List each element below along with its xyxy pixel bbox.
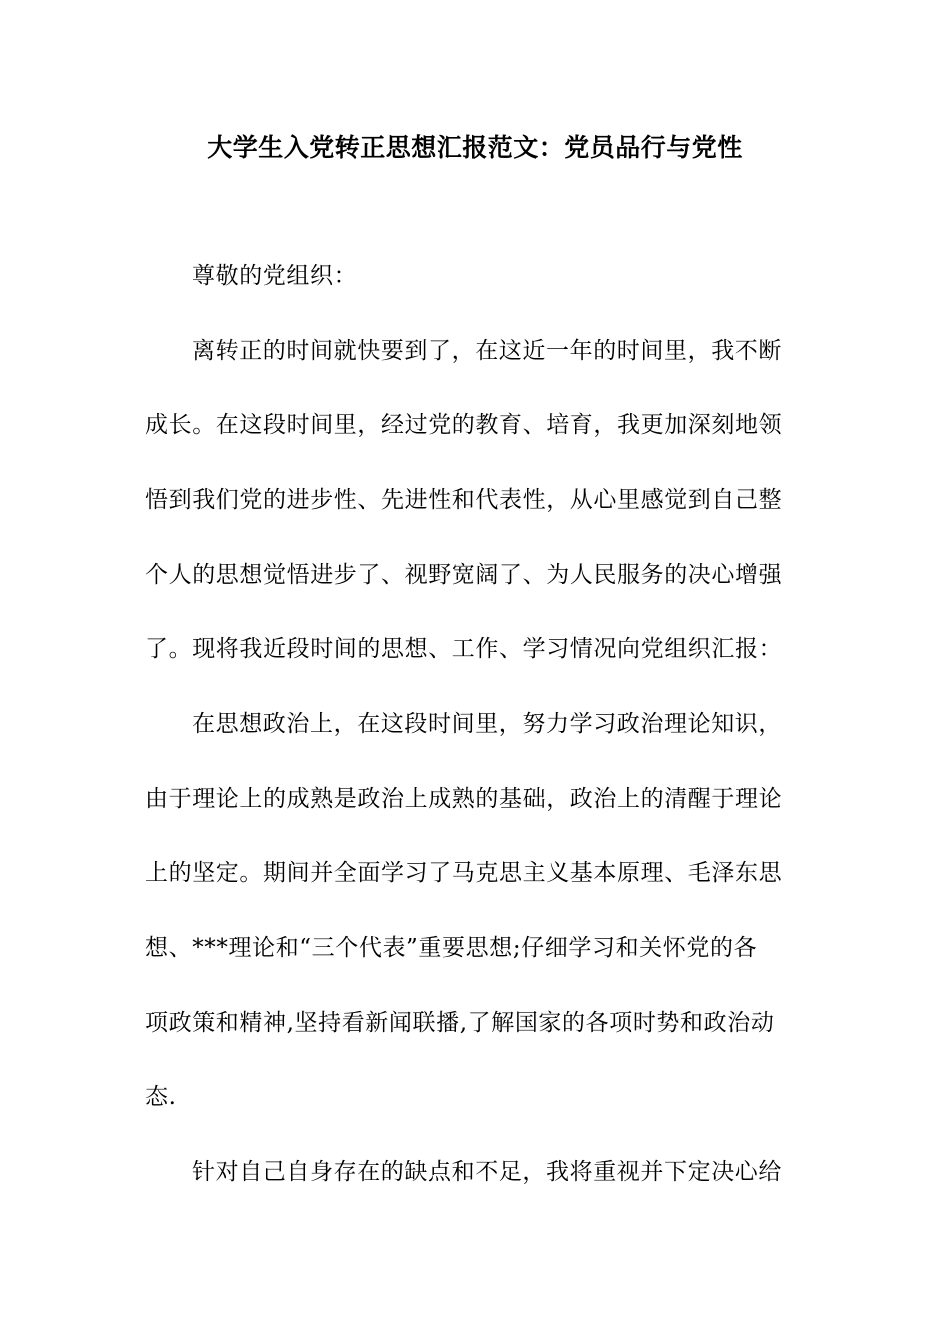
paragraph-1-line-5: 了。现将我近段时间的思想、工作、学习情况向党组织汇报：	[145, 636, 783, 662]
paragraph-2-line-1: 在思想政治上，在这段时间里，努力学习政治理论知识，	[192, 711, 782, 737]
paragraph-2-line-2: 由于理论上的成熟是政治上成熟的基础，政治上的清醒于理论	[145, 786, 783, 812]
paragraph-2-line-3: 上的坚定。期间并全面学习了马克思主义基本原理、毛泽东思	[145, 860, 783, 886]
paragraph-2-line-6: 态.	[145, 1084, 177, 1110]
paragraph-2-line-5: 项政策和精神,坚持看新闻联播,了解国家的各项时势和政治动	[145, 1010, 775, 1036]
paragraph-1-line-2: 成长。在这段时间里，经过党的教育、培育，我更加深刻地领	[145, 412, 783, 438]
paragraph-2-line-4: 想、***理论和“三个代表”重要思想;仔细学习和关怀党的各	[145, 935, 758, 961]
paragraph-1-line-3: 悟到我们党的进步性、先进性和代表性，从心里感觉到自己整	[145, 487, 783, 513]
paragraph-3-line-1: 针对自己自身存在的缺点和不足，我将重视并下定决心给	[192, 1159, 782, 1185]
document-title: 大学生入党转正思想汇报范文：党员品行与党性	[207, 133, 743, 162]
salutation-line: 尊敬的党组织：	[192, 263, 358, 289]
paragraph-1-line-4: 个人的思想觉悟进步了、视野宽阔了、为人民服务的决心增强	[145, 562, 783, 588]
paragraph-1-line-1: 离转正的时间就快要到了，在这近一年的时间里，我不断	[192, 338, 782, 364]
